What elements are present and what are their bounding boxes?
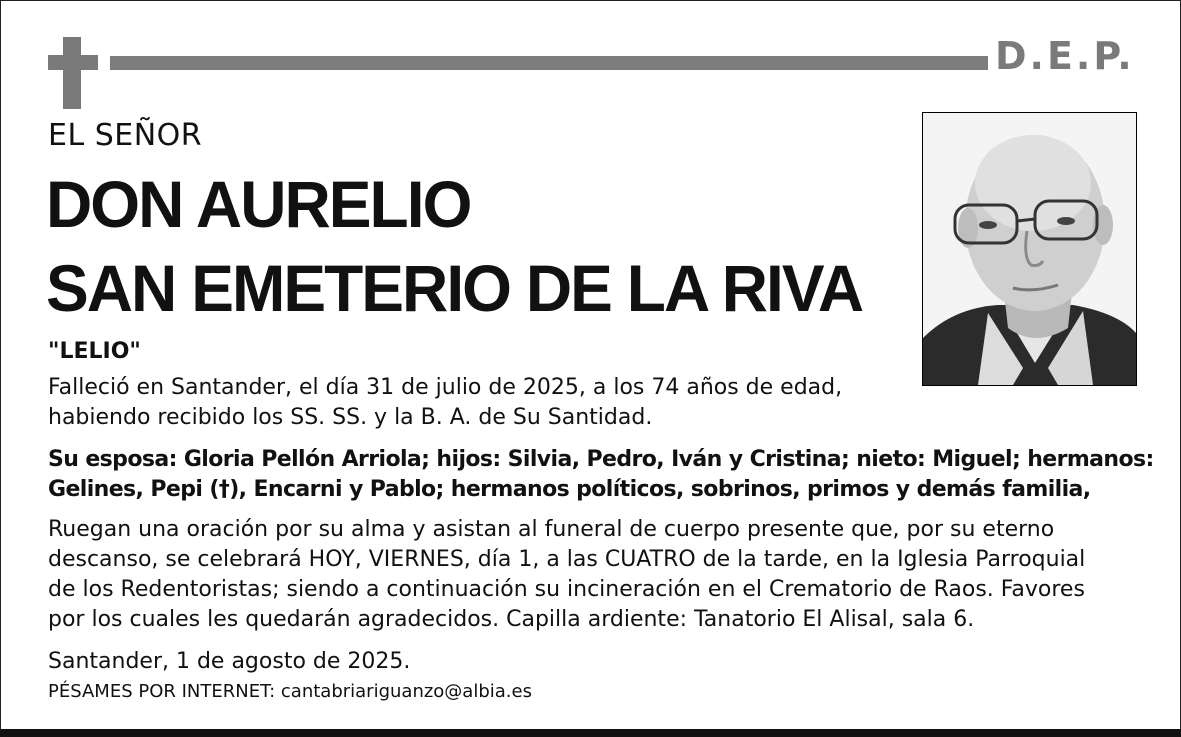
funeral-line-1: Ruegan una oración por su alma y asistan al funeral de cuerpo presente que, por su eterno [48,517,1055,542]
header-rule [110,56,988,70]
deceased-name-line-2: SAN EMETERIO DE LA RIVA [46,251,863,325]
bottom-rule [0,729,1181,737]
death-line-2: habiendo recibido los SS. SS. y la B. A. de Su Santidad. [48,405,653,430]
portrait-photo [922,112,1137,386]
deceased-name-line-1: DON AURELIO [46,167,471,241]
place-date: Santander, 1 de agosto de 2025. [48,649,411,674]
condolences-email: PÉSAMES POR INTERNET: cantabriariguanzo@albia.es [48,681,532,702]
death-line-1: Falleció en Santander, el día 31 de julio de 2025, a los 74 años de edad, [48,375,843,400]
funeral-line-2: descanso, se celebrará HOY, VIERNES, día 1, a las CUATRO de la tarde, en la Iglesia Parroquial [48,547,1086,572]
nickname: "LELIO" [48,339,141,364]
dep-label: D.E.P. [995,34,1135,78]
funeral-line-3: de los Redentoristas; siendo a continuación su incineración en el Crematorio de Raos. Favores [48,577,1085,602]
family-line-1: Su esposa: Gloria Pellón Arriola; hijos: Silvia, Pedro, Iván y Cristina; nieto: Miguel; hermanos: [48,447,1154,472]
title-prefix: EL SEÑOR [48,118,203,153]
family-line-2: Gelines, Pepi (†), Encarni y Pablo; hermanos políticos, sobrinos, primos y demás familia, [48,477,1091,502]
funeral-line-4: por los cuales les quedarán agradecidos. Capilla ardiente: Tanatorio El Alisal, sala 6. [48,607,975,632]
